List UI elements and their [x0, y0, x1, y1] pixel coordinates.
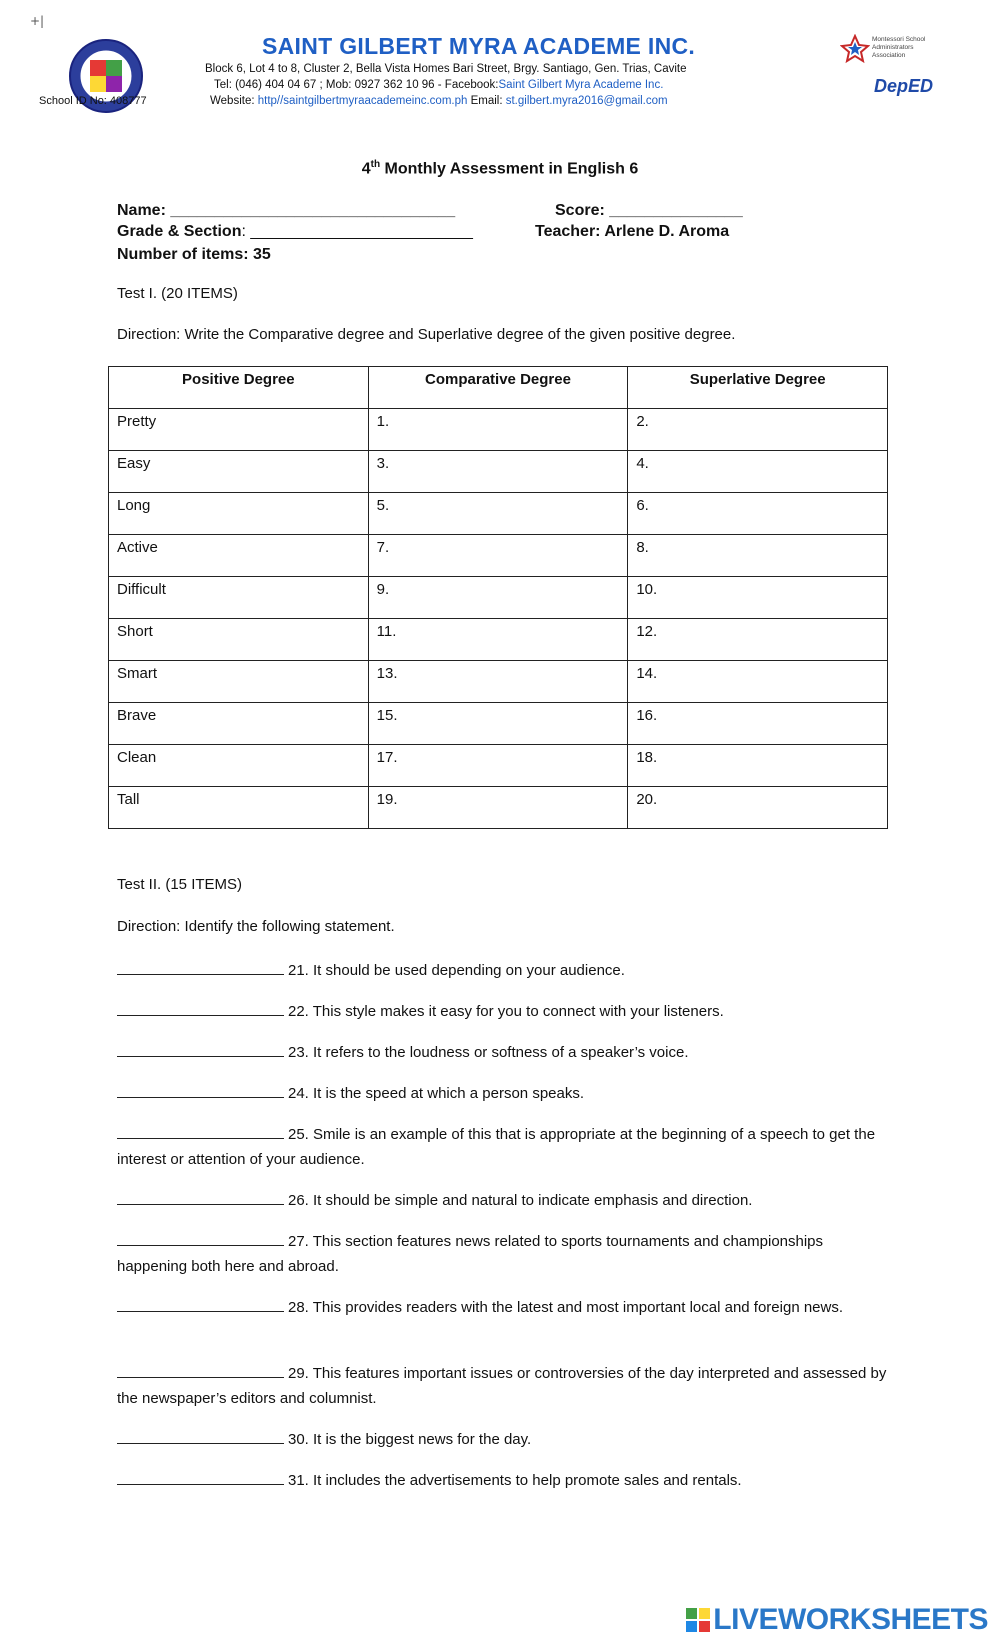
- title-ordinal: 4: [361, 160, 371, 178]
- table-row: [109, 619, 888, 661]
- grade-section-label: Grade & Section: [117, 223, 242, 240]
- positive-cell: Long: [109, 493, 369, 535]
- positive-cell: Smart: [109, 661, 369, 703]
- score-field[interactable]: Score: _______________: [555, 202, 743, 219]
- superlative-answer-cell[interactable]: 16.: [628, 703, 888, 745]
- msaa-logo: [840, 34, 940, 64]
- table-row: [109, 451, 888, 493]
- answer-blank[interactable]: [117, 1190, 284, 1205]
- superlative-answer-cell[interactable]: 20.: [628, 787, 888, 829]
- test2-direction: Direction: Identify the following statement.: [117, 918, 395, 935]
- positive-cell: Tall: [109, 787, 369, 829]
- item-text: 25. Smile is an example of this that is appropriate at the beginning of a speech to get the interest or attention of your audience.: [117, 1126, 876, 1168]
- test1-direction: Direction: Write the Comparative degree and Superlative degree of the given positive degree.: [117, 326, 736, 343]
- table-row: [109, 493, 888, 535]
- deped-logo: DepED: [874, 76, 934, 96]
- positive-cell: Pretty: [109, 409, 369, 451]
- comparative-answer-cell[interactable]: 7.: [368, 535, 628, 577]
- comparative-answer-cell[interactable]: 1.: [368, 409, 628, 451]
- superlative-answer-cell[interactable]: 6.: [628, 493, 888, 535]
- comparative-answer-cell[interactable]: 17.: [368, 745, 628, 787]
- list-item: [117, 1081, 887, 1106]
- website-label: Website:: [210, 95, 255, 107]
- table-row: [109, 787, 888, 829]
- grade-section-blank: : _________________________: [241, 223, 473, 240]
- table-row: [109, 535, 888, 577]
- column-header-comparative: Comparative Degree: [368, 367, 628, 409]
- list-item: [117, 1295, 887, 1320]
- page-title: [0, 159, 1000, 178]
- positive-cell: Difficult: [109, 577, 369, 619]
- liveworksheets-icon: [686, 1608, 710, 1632]
- table-row: [109, 745, 888, 787]
- item-text: 30. It is the biggest news for the day.: [288, 1431, 532, 1448]
- liveworksheets-logo: [686, 1603, 988, 1637]
- cursor-mark: +|: [30, 14, 45, 28]
- degrees-table: [108, 366, 888, 829]
- table-row: [109, 577, 888, 619]
- positive-cell: Clean: [109, 745, 369, 787]
- positive-cell: Brave: [109, 703, 369, 745]
- test2-heading: Test II. (15 ITEMS): [117, 876, 243, 893]
- item-text: 29. This features important issues or controversies of the day interpreted and assessed by the newspaper’s editors and columnist.: [117, 1365, 887, 1407]
- item-text: 27. This section features news related to sports tournaments and championships happening both here and abroad.: [117, 1233, 824, 1275]
- tel-text: Tel: (046) 404 04 67 ; Mob: 0927 362 10 96 - Facebook:: [214, 79, 499, 91]
- facebook-link[interactable]: Saint Gilbert Myra Academe Inc.: [498, 79, 664, 91]
- answer-blank[interactable]: [117, 960, 284, 975]
- table-row: [109, 703, 888, 745]
- grade-section-field[interactable]: [117, 223, 473, 241]
- teacher-label: Teacher: Arlene D. Aroma: [535, 223, 730, 240]
- column-header-positive: Positive Degree: [109, 367, 369, 409]
- list-item: [117, 1040, 887, 1065]
- liveworksheets-brand: LIVEWORKSHEETS: [713, 1603, 988, 1636]
- item-text: 22. This style makes it easy for you to connect with your listeners.: [288, 1003, 724, 1020]
- answer-blank[interactable]: [117, 1124, 284, 1139]
- list-item: [117, 1468, 887, 1493]
- website-line: [210, 95, 668, 107]
- list-item: [117, 1122, 887, 1172]
- item-text: 23. It refers to the loudness or softness of a speaker’s voice.: [288, 1044, 689, 1061]
- answer-blank[interactable]: [117, 1083, 284, 1098]
- comparative-answer-cell[interactable]: 15.: [368, 703, 628, 745]
- superlative-answer-cell[interactable]: 8.: [628, 535, 888, 577]
- answer-blank[interactable]: [117, 1042, 284, 1057]
- item-text: 26. It should be simple and natural to indicate emphasis and direction.: [288, 1192, 753, 1209]
- column-header-superlative: Superlative Degree: [628, 367, 888, 409]
- table-header-row: [109, 367, 888, 409]
- comparative-answer-cell[interactable]: 3.: [368, 451, 628, 493]
- email-link[interactable]: st.gilbert.myra2016@gmail.com: [505, 95, 668, 107]
- answer-blank[interactable]: [117, 1470, 284, 1485]
- superlative-answer-cell[interactable]: 14.: [628, 661, 888, 703]
- title-ordinal-suffix: th: [370, 159, 381, 170]
- contact-line: [214, 79, 663, 91]
- superlative-answer-cell[interactable]: 2.: [628, 409, 888, 451]
- superlative-answer-cell[interactable]: 12.: [628, 619, 888, 661]
- list-item: [117, 958, 887, 983]
- table-row: [109, 409, 888, 451]
- website-link[interactable]: http//saintgilbertmyraacademeinc.com.ph: [254, 95, 468, 107]
- list-item: [117, 1188, 887, 1213]
- comparative-answer-cell[interactable]: 11.: [368, 619, 628, 661]
- list-item: [117, 1361, 887, 1411]
- superlative-answer-cell[interactable]: 4.: [628, 451, 888, 493]
- answer-blank[interactable]: [117, 1231, 284, 1246]
- item-text: 28. This provides readers with the latest and most important local and foreign news.: [288, 1299, 844, 1316]
- comparative-answer-cell[interactable]: 19.: [368, 787, 628, 829]
- school-name: SAINT GILBERT MYRA ACADEME INC.: [262, 33, 696, 59]
- test1-heading: Test I. (20 ITEMS): [117, 285, 238, 302]
- answer-blank[interactable]: [117, 1363, 284, 1378]
- list-item: [117, 1427, 887, 1452]
- email-label: Email:: [467, 95, 506, 107]
- number-of-items: Number of items: 35: [117, 246, 271, 263]
- list-item: [117, 1229, 887, 1279]
- comparative-answer-cell[interactable]: 9.: [368, 577, 628, 619]
- name-field[interactable]: Name: ________________________________: [117, 202, 456, 219]
- superlative-answer-cell[interactable]: 10.: [628, 577, 888, 619]
- answer-blank[interactable]: [117, 1297, 284, 1312]
- answer-blank[interactable]: [117, 1001, 284, 1016]
- comparative-answer-cell[interactable]: 5.: [368, 493, 628, 535]
- comparative-answer-cell[interactable]: 13.: [368, 661, 628, 703]
- title-text: Monthly Assessment in English 6: [380, 160, 639, 178]
- positive-cell: Short: [109, 619, 369, 661]
- item-text: 31. It includes the advertisements to help promote sales and rentals.: [288, 1472, 742, 1489]
- answer-blank[interactable]: [117, 1429, 284, 1444]
- positive-cell: Easy: [109, 451, 369, 493]
- list-item: [117, 999, 887, 1024]
- positive-cell: Active: [109, 535, 369, 577]
- star-icon: [840, 34, 870, 64]
- item-text: 21. It should be used depending on your audience.: [288, 962, 625, 979]
- superlative-answer-cell[interactable]: 18.: [628, 745, 888, 787]
- school-id: School ID No: 408777: [39, 95, 147, 107]
- item-text: 24. It is the speed at which a person speaks.: [288, 1085, 585, 1102]
- school-address: Block 6, Lot 4 to 8, Cluster 2, Bella Vista Homes Bari Street, Brgy. Santiago, Gen. Trias, Cavite: [205, 63, 687, 75]
- table-row: [109, 661, 888, 703]
- msaa-text: Montessori School Administrators Association: [872, 36, 926, 59]
